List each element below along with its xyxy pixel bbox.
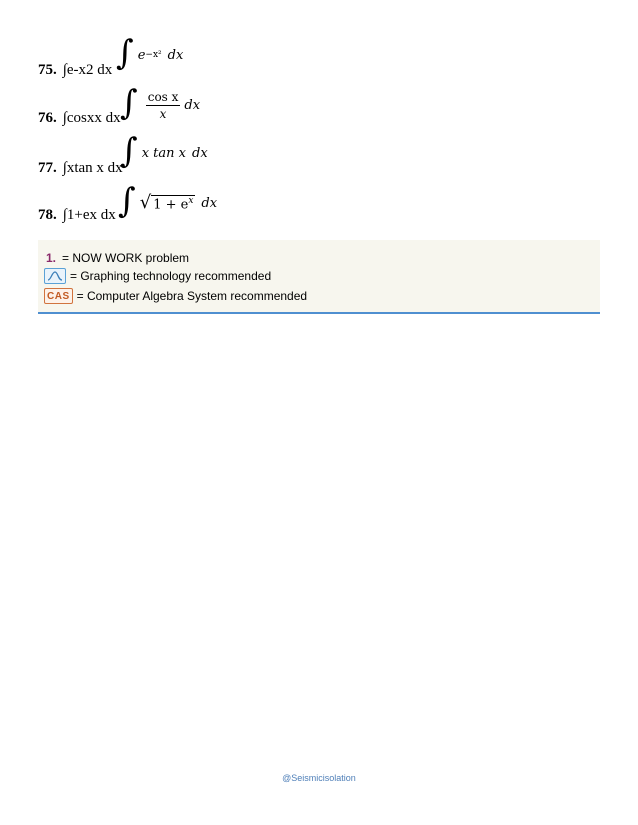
integral-sign: ∫ — [120, 83, 138, 123]
square-root — [140, 194, 196, 212]
problem-number: 77. — [38, 160, 57, 176]
integral-sign: ∫ — [120, 131, 138, 171]
problem-76 — [38, 110, 121, 127]
radical-sign: √ — [139, 192, 152, 213]
cas-icon: CAS — [44, 288, 73, 304]
problem-78-rendered — [118, 181, 218, 221]
legend-graphing — [44, 268, 271, 284]
graphing-text: = Graphing technology recommended — [70, 269, 272, 283]
graphing-technology-icon — [44, 268, 66, 284]
problem-75-rendered — [116, 33, 184, 73]
legend-now-work — [44, 251, 189, 265]
problem-text: ∫xtan x dx — [62, 160, 123, 176]
legend-cas — [44, 288, 307, 304]
problem-number: 75. — [38, 62, 57, 78]
problem-78 — [38, 207, 116, 224]
cas-text: = Computer Algebra System recommended — [76, 289, 308, 303]
fraction-numerator: cos x — [147, 89, 179, 104]
integral-sign: ∫ — [116, 33, 134, 73]
integrand-base: e — [137, 47, 146, 63]
problem-77 — [38, 160, 123, 177]
differential: dx — [184, 97, 201, 113]
fraction-denominator: x — [159, 106, 167, 121]
differential: dx — [192, 145, 208, 161]
watermark: @Seismicisolation — [282, 773, 356, 783]
integral-sign: ∫ — [118, 181, 136, 221]
radicand: $1 + e^x$ — [153, 195, 194, 212]
problem-text: ∫cosxx dx — [62, 110, 121, 126]
integrand: x tan x — [141, 145, 186, 161]
now-work-number: 1. — [46, 251, 57, 265]
fraction — [146, 90, 181, 121]
problem-75 — [38, 62, 112, 79]
problem-number: 78. — [38, 207, 57, 223]
differential: dx — [201, 195, 218, 211]
legend-box — [38, 240, 600, 314]
integrand-exponent: −x² — [145, 50, 162, 60]
problem-77-rendered — [120, 131, 208, 171]
problem-number: 76. — [38, 110, 57, 126]
problem-text: ∫e-x2 dx — [62, 62, 113, 78]
problem-text: ∫1+ex dx — [62, 207, 116, 223]
problem-76-rendered — [120, 83, 201, 123]
differential: dx — [167, 47, 184, 63]
now-work-text: = NOW WORK problem — [62, 251, 190, 265]
